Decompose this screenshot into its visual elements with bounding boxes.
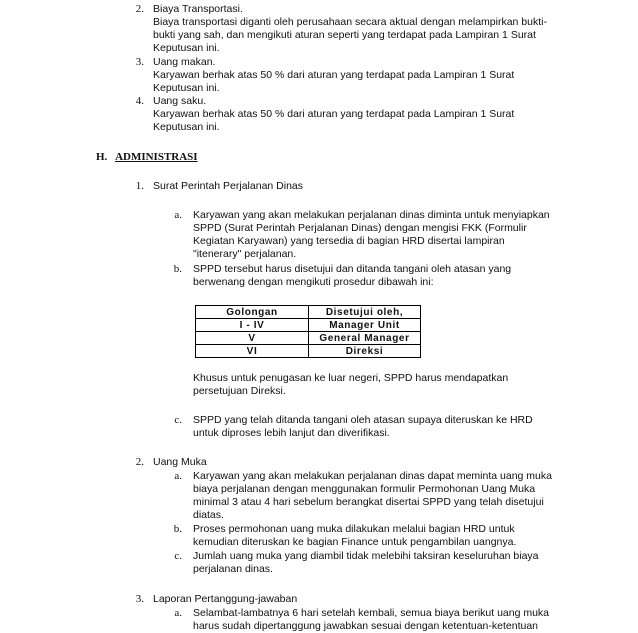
sub-item-letter: b. (173, 523, 182, 535)
section-title: ADMINISTRASI (115, 151, 198, 163)
note-line: Khusus untuk penugasan ke luar negeri, SPPD harus mendapatkan (193, 372, 509, 384)
meal-item (153, 56, 514, 95)
section-heading (96, 151, 198, 164)
sub-item-letter: a. (174, 470, 182, 482)
item-number: 4. (135, 95, 144, 107)
pocket-money-item (153, 95, 514, 134)
item-title: Uang saku. (153, 95, 207, 107)
table-cell: VI (196, 345, 309, 358)
sub-item-line: Selambat-lambatnya 6 hari setelah kembali, semua biaya berikut uang muka (193, 607, 550, 619)
section-letter: H. (96, 151, 108, 163)
sub-item-b (193, 263, 511, 289)
sub-item-line: Kegiatan Karyawan) yang tersedia di bagian HRD disertai lampiran (193, 235, 505, 247)
item-line: bukti yang sah, dan mengikuti aturan seperti yang terdapat pada Lampiran 1 Surat (153, 29, 536, 41)
sub-item-line: diatas. (193, 509, 224, 521)
item-title: Biaya Transportasi. (153, 3, 243, 15)
sub-item-line: "itenerary" perjalanan. (193, 248, 297, 260)
sub-item-line: kemudian diteruskan ke bagian Finance untuk pengambilan uangnya. (193, 536, 517, 548)
item-line: Keputusan ini. (153, 82, 220, 94)
sub-item-line: SPPD (Surat Perintah Perjalanan Dinas) dengan mengisi FKK (Formulir (193, 222, 527, 234)
sub-item-letter: a. (174, 607, 182, 619)
item-title: Surat Perintah Perjalanan Dinas (153, 180, 304, 192)
item-title: Laporan Pertanggung-jawaban (153, 593, 298, 605)
table-header-cell: Disetujui oleh, (309, 306, 421, 319)
sub-item-line: untuk diproses lebih lanjut dan diverifikasi. (193, 427, 390, 439)
note-paragraph (193, 372, 508, 398)
item-number: 1. (135, 180, 144, 192)
table-header-row (196, 306, 421, 319)
table-cell: General Manager (309, 332, 421, 345)
approval-table (195, 305, 421, 358)
table-cell: Manager Unit (309, 319, 421, 332)
sub-item-a (193, 209, 550, 261)
table-cell: V (196, 332, 309, 345)
table-cell: Direksi (309, 345, 421, 358)
table-row (196, 345, 421, 358)
sub-item-line: SPPD tersebut harus disetujui dan ditanda tangani oleh atasan yang (193, 263, 512, 275)
sub-item-line: berwenang dengan mengikuti prosedur dibawah ini: (193, 276, 434, 288)
item-line: Keputusan ini. (153, 121, 220, 133)
item-number: 2. (135, 456, 144, 468)
sub-item-a (193, 470, 552, 522)
item-number: 2. (135, 3, 144, 15)
sub-item-letter: c. (174, 414, 182, 426)
item-number: 3. (135, 56, 144, 68)
sub-item-line: perjalanan dinas. (193, 563, 273, 575)
sub-item-letter: b. (173, 263, 182, 275)
table-row (196, 319, 421, 332)
sub-item-line: Karyawan yang akan melakukan perjalanan dinas dapat meminta uang muka (193, 470, 552, 482)
sub-item-c (193, 414, 533, 440)
item-number: 3. (135, 593, 144, 605)
table-header-cell: Golongan (196, 306, 309, 319)
sub-item-letter: a. (174, 209, 182, 221)
note-line: persetujuan Direksi. (193, 385, 286, 397)
transport-item (153, 3, 547, 55)
sub-item-line: Proses permohonan uang muka dilakukan melalui bagian HRD untuk (193, 523, 515, 535)
sub-item-c (193, 550, 539, 576)
sub-item-line: Karyawan yang akan melakukan perjalanan dinas diminta untuk menyiapkan (193, 209, 550, 221)
table-row (196, 332, 421, 345)
sub-item-letter: c. (174, 550, 182, 562)
sub-item-line: Jumlah uang muka yang diambil tidak melebihi taksiran keseluruhan biaya (193, 550, 539, 562)
item-line: Keputusan ini. (153, 42, 220, 54)
sub-item-b (193, 523, 516, 549)
sub-item-line: minimal 3 atau 4 hari sebelum berangkat disertai SPPD yang telah disetujui (193, 496, 544, 508)
item-line: Karyawan berhak atas 50 % dari aturan yang terdapat pada Lampiran 1 Surat (153, 69, 515, 81)
sub-item-a (193, 607, 549, 633)
sub-item-line: SPPD yang telah ditanda tangani oleh atasan supaya diteruskan ke HRD (193, 414, 533, 426)
item-title: Uang makan. (153, 56, 216, 68)
item-line: Biaya transportasi diganti oleh perusahaan secara aktual dengan melampirkan bukti- (153, 16, 547, 28)
sub-item-line: harus sudah dipertanggung jawabkan sesuai dengan ketentuan-ketentuan (193, 620, 539, 632)
item-title: Uang Muka (153, 456, 207, 468)
table-cell: I - IV (196, 319, 309, 332)
sub-item-line: biaya perjalanan dengan menggunakan formulir Permohonan Uang Muka (193, 483, 536, 495)
item-line: Karyawan berhak atas 50 % dari aturan yang terdapat pada Lampiran 1 Surat (153, 108, 515, 120)
